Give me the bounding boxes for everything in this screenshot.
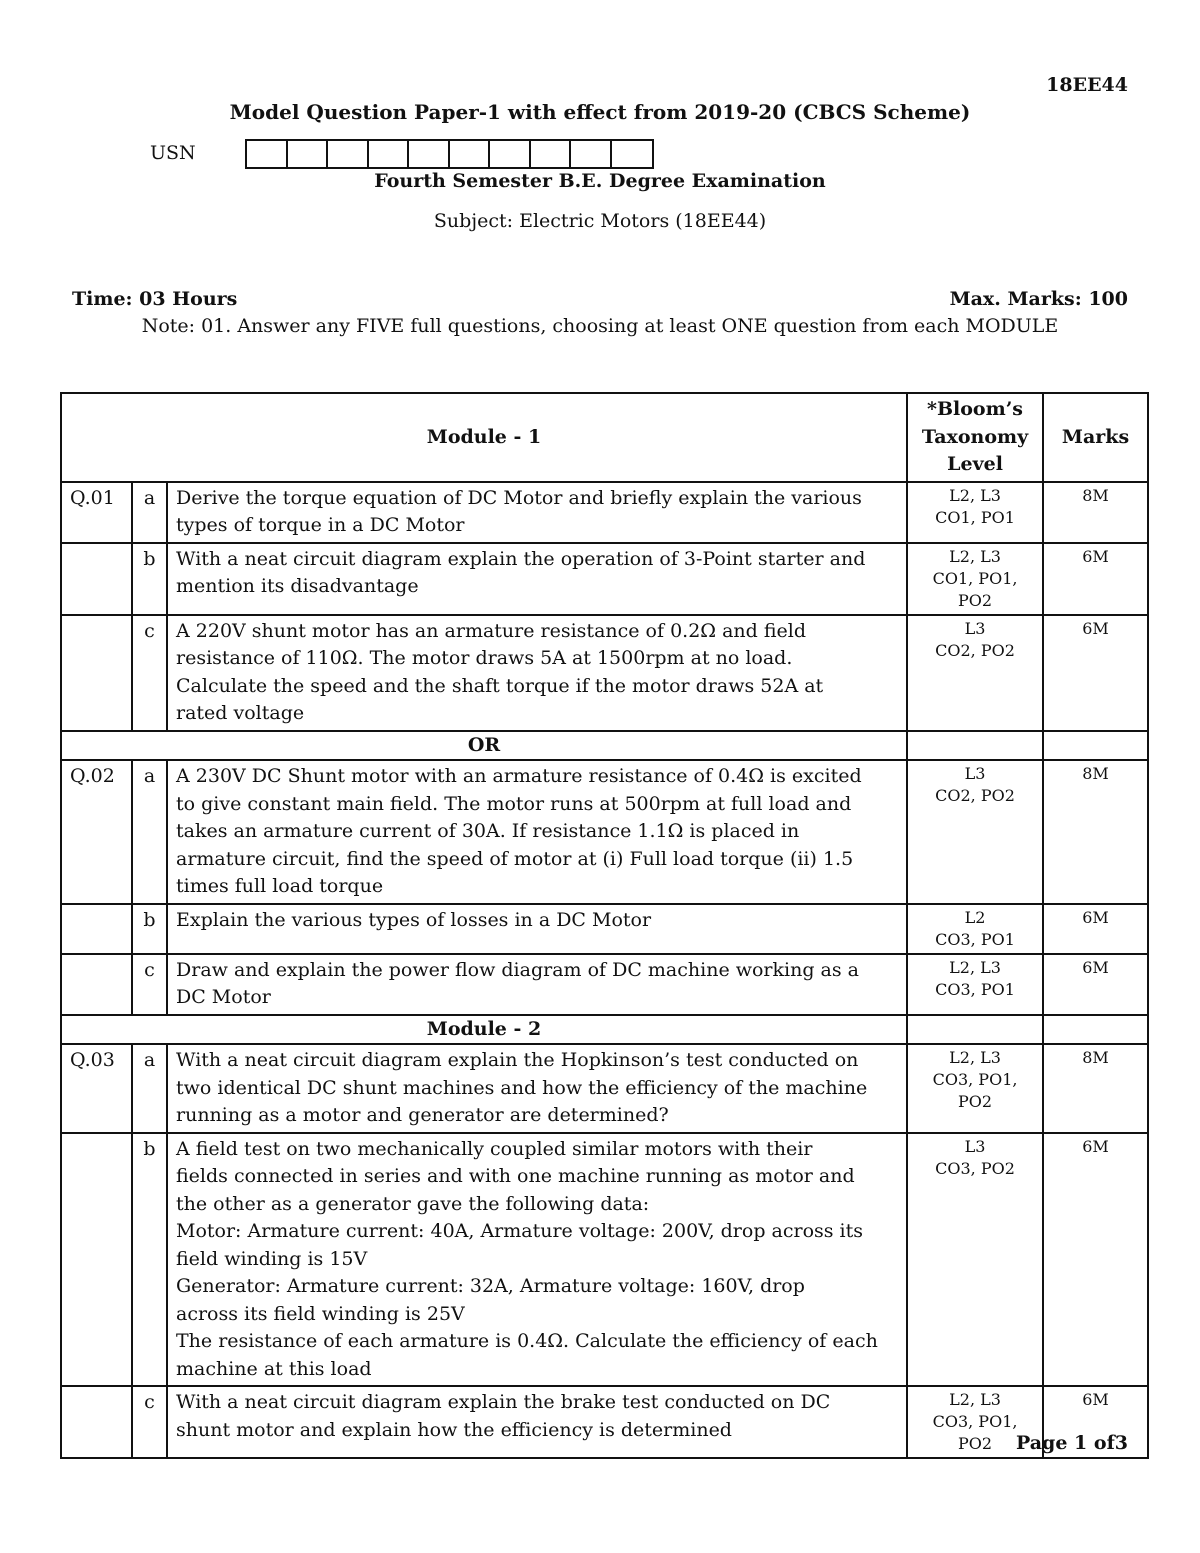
question-text-line: Derive the torque equation of DC Motor and briefly explain the various	[176, 486, 862, 509]
question-row	[61, 904, 1148, 954]
marks-header: Marks	[1043, 393, 1148, 482]
bloom-level-line: L2, L3	[949, 1390, 1001, 1409]
bloom-header-line: Level	[947, 453, 1003, 475]
question-marks: 6M	[1043, 954, 1148, 1015]
question-text-line: across its field winding is 25V	[176, 1302, 465, 1325]
bloom-header	[907, 393, 1043, 482]
question-text-line: two identical DC shunt machines and how the efficiency of the machine	[176, 1076, 868, 1099]
bloom-level-line: CO3, PO2	[935, 1158, 1015, 1178]
subject-line: Subject: Electric Motors (18EE44)	[433, 210, 767, 232]
bloom-level	[907, 760, 1043, 904]
bloom-header-line: Taxonomy	[921, 425, 1029, 448]
or-separator-row	[61, 731, 1148, 761]
bloom-level-line: L2, L3	[949, 1048, 1001, 1067]
bloom-level-line: L2	[964, 907, 986, 927]
question-text-line: DC Motor	[176, 986, 271, 1008]
question-text-line: With a neat circuit diagram explain the Hopkinson’s test conducted on	[176, 1049, 859, 1071]
bloom-level	[907, 954, 1043, 1015]
usn-box	[409, 141, 450, 167]
question-part: a	[132, 482, 167, 543]
module-heading: Module - 1	[61, 393, 907, 482]
bloom-empty-cell	[907, 1015, 1043, 1045]
page-number	[1016, 1432, 1128, 1454]
question-text	[167, 904, 907, 954]
time-allowed: Time: 03 Hours	[72, 288, 238, 310]
usn-box	[247, 141, 288, 167]
bloom-level-line: PO2	[958, 1092, 993, 1111]
or-separator: OR	[61, 731, 907, 761]
question-text-line: A field test on two mechanically coupled similar motors with their	[176, 1137, 813, 1160]
question-text-line: The resistance of each armature is 0.4Ω. Calculate the efficiency of each	[176, 1330, 878, 1352]
question-marks: 6M	[1043, 615, 1148, 731]
question-marks: 8M	[1043, 1044, 1148, 1133]
bloom-level-line: L3	[964, 1136, 986, 1156]
bloom-level-line: CO1, PO1,	[932, 568, 1018, 588]
usn-box	[531, 141, 572, 167]
question-text	[167, 760, 907, 904]
question-row	[61, 543, 1148, 615]
page-total: 3	[1114, 1432, 1128, 1454]
question-text-line: times full load torque	[176, 875, 384, 897]
question-text-line: armature circuit, find the speed of motor at (i) Full load torque (ii) 1.5	[176, 847, 854, 870]
question-number: Q.02	[61, 760, 132, 904]
question-marks: 6M	[1043, 543, 1148, 615]
bloom-level	[907, 543, 1043, 615]
question-number	[61, 615, 132, 731]
question-text-line: the other as a generator gave the following data:	[176, 1192, 650, 1215]
bloom-level	[907, 1133, 1043, 1387]
bloom-level-line: L2, L3	[949, 485, 1001, 505]
usn-label: USN	[150, 142, 196, 164]
question-text	[167, 1133, 907, 1387]
question-part: c	[132, 954, 167, 1015]
question-row	[61, 760, 1148, 904]
question-text-line: shunt motor and explain how the efficiency is determined	[176, 1418, 732, 1441]
question-text	[167, 1386, 907, 1458]
question-marks: 6M	[1043, 1386, 1148, 1458]
usn-box	[450, 141, 491, 167]
usn-box	[571, 141, 612, 167]
question-text-line: With a neat circuit diagram explain the operation of 3-Point starter and	[176, 547, 866, 570]
bloom-level-line: PO2	[958, 590, 993, 610]
question-row	[61, 1133, 1148, 1387]
question-text-line: fields connected in series and with one machine running as motor and	[176, 1165, 855, 1187]
question-marks: 8M	[1043, 760, 1148, 904]
question-part: c	[132, 615, 167, 731]
question-text	[167, 1044, 907, 1133]
question-text-line: running as a motor and generator are determined?	[176, 1104, 669, 1126]
bloom-level	[907, 615, 1043, 731]
bloom-level-line: CO1, PO1	[935, 507, 1015, 527]
question-part: b	[132, 543, 167, 615]
subject-code: 18EE44	[1046, 74, 1128, 96]
bloom-empty-cell	[907, 731, 1043, 761]
bloom-level	[907, 904, 1043, 954]
bloom-level	[907, 1044, 1043, 1133]
bloom-level	[907, 482, 1043, 543]
module-header-row	[61, 393, 1148, 482]
question-text-line: Explain the various types of losses in a DC Motor	[176, 908, 652, 931]
question-marks: 8M	[1043, 482, 1148, 543]
usn-box	[369, 141, 410, 167]
question-part: b	[132, 904, 167, 954]
question-text-line: Draw and explain the power flow diagram of DC machine working as a	[176, 958, 859, 981]
question-row	[61, 1386, 1148, 1458]
question-part: a	[132, 760, 167, 904]
question-part: a	[132, 1044, 167, 1133]
question-text-line: Calculate the speed and the shaft torque if the motor draws 52A at	[176, 674, 824, 697]
usn-box	[288, 141, 329, 167]
question-text-line: rated voltage	[176, 702, 305, 724]
marks-empty-cell	[1043, 731, 1148, 761]
question-text-line: types of torque in a DC Motor	[176, 514, 465, 536]
page-current: 1	[1074, 1432, 1088, 1454]
bloom-level-line: L3	[964, 618, 986, 638]
bloom-level-line: CO2, PO2	[935, 640, 1015, 660]
question-text-line: Generator: Armature current: 32A, Armature voltage: 160V, drop	[176, 1275, 805, 1297]
question-part: b	[132, 1133, 167, 1387]
question-text-line: resistance of 110Ω. The motor draws 5A at 1500rpm at no load.	[176, 647, 793, 669]
question-row	[61, 1044, 1148, 1133]
question-text-line: Motor: Armature current: 40A, Armature voltage: 200V, drop across its	[176, 1220, 864, 1242]
bloom-level-line: PO2	[958, 1434, 993, 1453]
question-number	[61, 904, 132, 954]
question-text	[167, 954, 907, 1015]
bloom-level-line: CO3, PO1,	[932, 1070, 1018, 1089]
question-text-line: mention its disadvantage	[176, 575, 419, 597]
bloom-level-line: CO3, PO1	[935, 979, 1015, 999]
usn-box	[612, 141, 653, 167]
bloom-header-line: *Bloom’s	[927, 398, 1024, 420]
question-number: Q.03	[61, 1044, 132, 1133]
question-marks: 6M	[1043, 904, 1148, 954]
question-part: c	[132, 1386, 167, 1458]
exam-name: Fourth Semester B.E. Degree Examination	[374, 170, 826, 192]
bloom-level-line: L3	[964, 764, 986, 783]
bloom-level-line: L2, L3	[949, 546, 1001, 566]
question-row	[61, 615, 1148, 731]
bloom-level-line: CO2, PO2	[935, 786, 1015, 805]
question-text-line: A 230V DC Shunt motor with an armature resistance of 0.4Ω is excited	[176, 765, 862, 787]
module-heading: Module - 2	[61, 1015, 907, 1045]
module-heading-row	[61, 1015, 1148, 1045]
question-text-line: to give constant main field. The motor runs at 500rpm at full load and	[176, 792, 852, 815]
question-text	[167, 482, 907, 543]
max-marks: Max. Marks: 100	[949, 288, 1128, 310]
question-text-line: With a neat circuit diagram explain the brake test conducted on DC	[176, 1391, 831, 1413]
question-row	[61, 482, 1148, 543]
question-row	[61, 954, 1148, 1015]
question-text-line: A 220V shunt motor has an armature resistance of 0.2Ω and field	[176, 619, 806, 642]
question-number	[61, 1133, 132, 1387]
marks-empty-cell	[1043, 1015, 1148, 1045]
usn-boxes	[245, 139, 654, 169]
question-number	[61, 543, 132, 615]
page-word: Page	[1015, 1432, 1068, 1454]
question-text-line: takes an armature current of 30A. If resistance 1.1Ω is placed in	[176, 820, 800, 842]
question-number	[61, 1386, 132, 1458]
paper-title: Model Question Paper-1 with effect from 2019-20 (CBCS Scheme)	[229, 100, 971, 124]
question-number	[61, 954, 132, 1015]
question-number: Q.01	[61, 482, 132, 543]
question-text	[167, 615, 907, 731]
question-text-line: field winding is 15V	[176, 1247, 368, 1270]
question-text	[167, 543, 907, 615]
question-text-line: machine at this load	[176, 1357, 372, 1380]
usn-box	[490, 141, 531, 167]
usn-box	[328, 141, 369, 167]
of-word: of	[1093, 1432, 1115, 1454]
bloom-level-line: CO3, PO1	[935, 929, 1015, 949]
instructions-note: Note: 01. Answer any FIVE full questions, choosing at least ONE question from each MODULE	[141, 315, 1059, 337]
bloom-level-line: CO3, PO1,	[932, 1412, 1018, 1431]
question-table	[60, 392, 1149, 1459]
question-marks: 6M	[1043, 1133, 1148, 1387]
bloom-level-line: L2, L3	[949, 957, 1001, 977]
